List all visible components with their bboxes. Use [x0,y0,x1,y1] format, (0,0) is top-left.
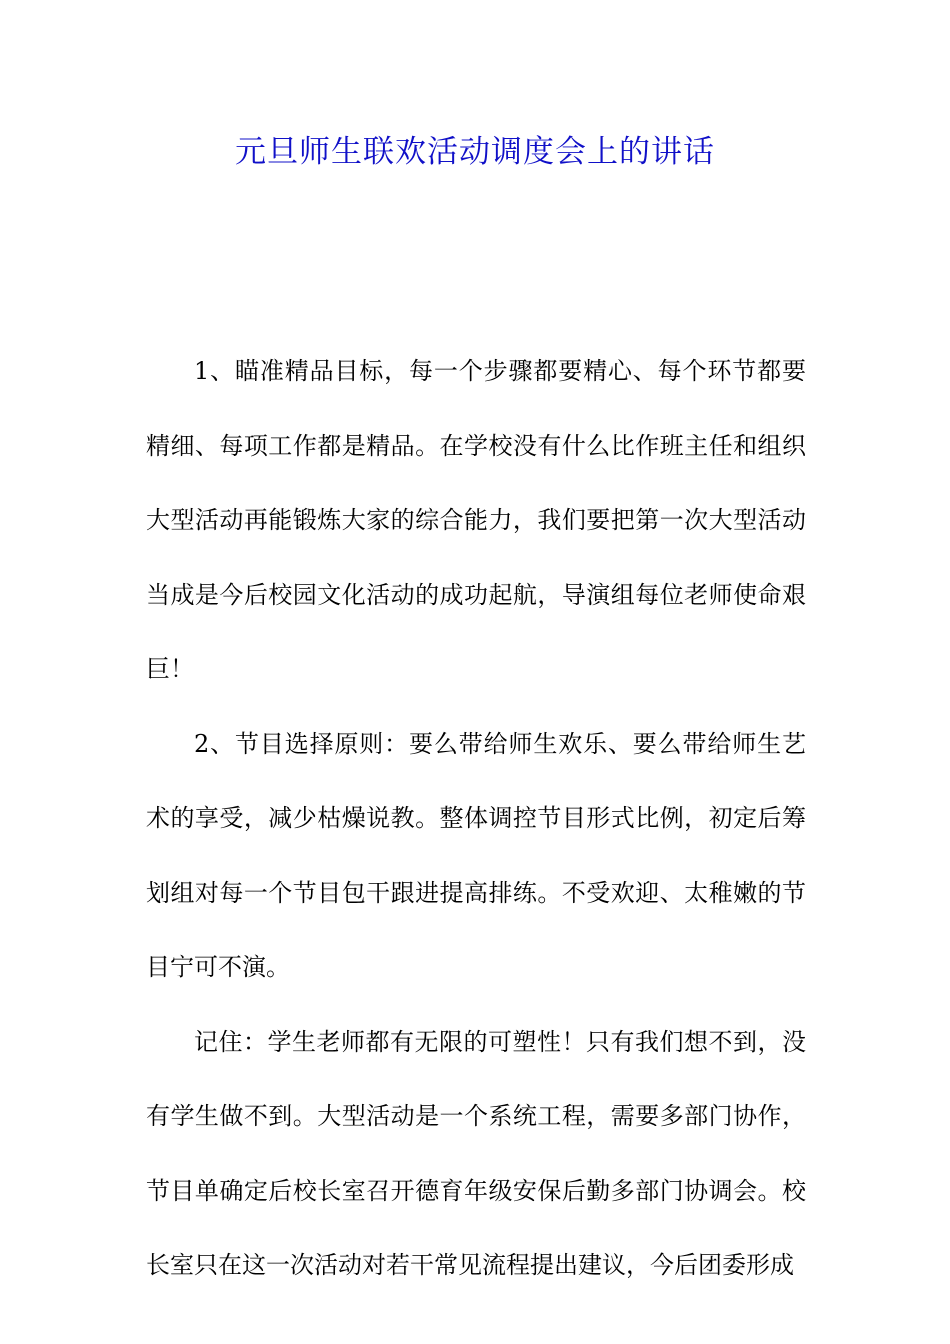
paragraph-3: 记住：学生老师都有无限的可塑性！只有我们想不到，没有学生做不到。大型活动是一个系统工程，需要多部门协作，节目单确定后校长室召开德育年级安保后勤多部门协调会。校长室只在这一次活动对若干常见流程提出建议，今后团委形成 [146,1027,806,1279]
document-title: 元旦师生联欢活动调度会上的讲话 [235,134,715,170]
paragraph-1: 1、瞄准精品目标，每一个步骤都要精心、每个环节都要精细、每项工作都是精品。在学校没有什么比作班主任和组织大型活动再能锻炼大家的综合能力，我们要把第一次大型活动当成是今后校园文化活动的成功起航，导演组每位老师使命艰巨！ [146,357,806,683]
paragraph-2: 2、节目选择原则：要么带给师生欢乐、要么带给师生艺术的享受，减少枯燥说教。整体调控节目形式比例，初定后筹划组对每一个节目包干跟进提高排练。不受欢迎、太稚嫩的节目宁可不演。 [146,729,806,981]
document-body [146,334,806,1303]
